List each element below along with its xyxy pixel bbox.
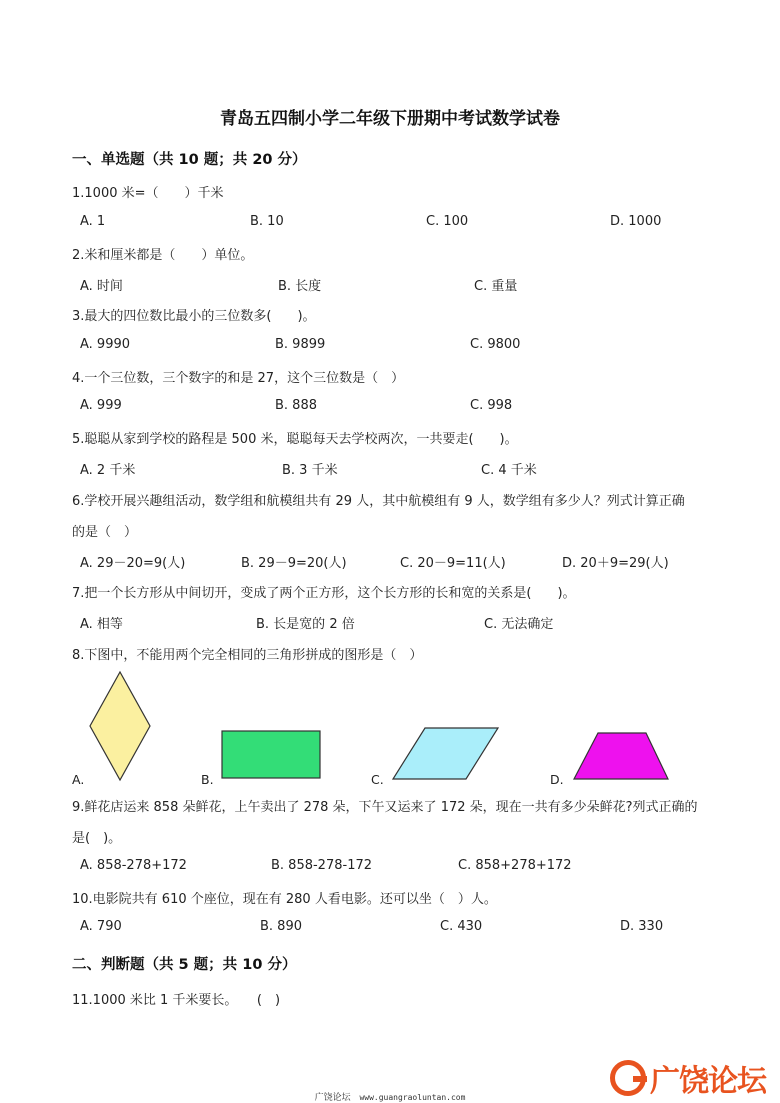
q6-option-d[interactable]: D. 20＋9=29(人) <box>562 556 669 571</box>
logo-g-icon <box>610 1060 646 1096</box>
parallelogram-shape[interactable] <box>393 728 498 779</box>
question-2: 2.米和厘米都是（ ）单位。 <box>72 248 254 263</box>
question-4: 4.一个三位数，三个数字的和是 27，这个三位数是（ ） <box>72 371 405 386</box>
question-6-continued: 的是（ ） <box>72 525 138 540</box>
footer-site-name: 广饶论坛 <box>314 1093 351 1103</box>
watermark-logo <box>610 1058 766 1098</box>
footer-url[interactable]: www.guangraoluntan.com <box>359 1093 466 1102</box>
q2-option-b[interactable]: B. 长度 <box>278 279 322 294</box>
question-6: 6.学校开展兴趣组活动，数学组和航模组共有 29 人，其中航模组有 9 人，数学组有多少人？列式计算正确 <box>72 494 685 509</box>
question-1: 1.1000 米=（ ）千米 <box>72 186 224 201</box>
q6-option-a[interactable]: A. 29－20=9(人) <box>80 556 186 571</box>
q5-option-c[interactable]: C. 4 千米 <box>481 463 537 478</box>
trapezoid-shape[interactable] <box>574 733 668 779</box>
q8-shapes-figure <box>0 660 780 790</box>
q10-option-b[interactable]: B. 890 <box>260 919 302 934</box>
q6-option-c[interactable]: C. 20－9=11(人) <box>400 556 506 571</box>
q10-option-c[interactable]: C. 430 <box>440 919 483 934</box>
q7-option-c[interactable]: C. 无法确定 <box>484 617 554 632</box>
q8-label-a[interactable]: A. <box>72 772 85 787</box>
q9-option-c[interactable]: C. 858+278+172 <box>458 858 572 873</box>
q7-option-a[interactable]: A. 相等 <box>80 617 123 632</box>
q1-option-c[interactable]: C. 100 <box>426 214 469 229</box>
q4-option-c[interactable]: C. 998 <box>470 398 513 413</box>
logo-text: 广饶论坛 <box>650 1064 766 1099</box>
q1-option-b[interactable]: B. 10 <box>250 214 284 229</box>
question-9-continued: 是( )。 <box>72 831 122 846</box>
q2-option-a[interactable]: A. 时间 <box>80 279 123 294</box>
q3-option-b[interactable]: B. 9899 <box>275 337 326 352</box>
q8-label-c[interactable]: C. <box>371 772 384 787</box>
q5-option-a[interactable]: A. 2 千米 <box>80 463 136 478</box>
q6-option-b[interactable]: B. 29－9=20(人) <box>241 556 347 571</box>
q9-option-b[interactable]: B. 858-278-172 <box>271 858 373 873</box>
section-heading-true-false: 二、判断题（共 5 题；共 10 分） <box>72 957 297 973</box>
q1-option-a[interactable]: A. 1 <box>80 214 106 229</box>
rhombus-shape[interactable] <box>90 672 150 780</box>
question-7: 7.把一个长方形从中间切开，变成了两个正方形，这个长方形的长和宽的关系是( )。 <box>72 586 576 601</box>
q5-option-b[interactable]: B. 3 千米 <box>282 463 338 478</box>
q4-option-a[interactable]: A. 999 <box>80 398 122 413</box>
q1-option-d[interactable]: D. 1000 <box>610 214 662 229</box>
question-3: 3.最大的四位数比最小的三位数多( )。 <box>72 309 316 324</box>
q8-label-b[interactable]: B. <box>201 772 214 787</box>
question-11: 11.1000 米比 1 千米要长。 ( ) <box>72 993 281 1008</box>
question-5: 5.聪聪从家到学校的路程是 500 米，聪聪每天去学校两次，一共要走( )。 <box>72 432 518 447</box>
q9-option-a[interactable]: A. 858-278+172 <box>80 858 187 873</box>
q3-option-a[interactable]: A. 9990 <box>80 337 131 352</box>
question-10: 10.电影院共有 610 个座位，现在有 280 人看电影。还可以坐（ ）人。 <box>72 892 497 907</box>
question-8: 8.下图中，不能用两个完全相同的三角形拼成的图形是（ ） <box>72 648 423 663</box>
q10-option-d[interactable]: D. 330 <box>620 919 664 934</box>
page-title: 青岛五四制小学二年级下册期中考试数学试卷 <box>220 109 560 129</box>
q2-option-c[interactable]: C. 重量 <box>474 279 518 294</box>
q10-option-a[interactable]: A. 790 <box>80 919 122 934</box>
q8-label-d[interactable]: D. <box>550 772 564 787</box>
question-9: 9.鲜花店运来 858 朵鲜花，上午卖出了 278 朵，下午又运来了 172 朵，现在一共有多少朵鲜花?列式正确的 <box>72 800 698 815</box>
q7-option-b[interactable]: B. 长是宽的 2 倍 <box>256 617 355 632</box>
rectangle-shape[interactable] <box>222 731 320 778</box>
section-heading-single-choice: 一、单选题（共 10 题；共 20 分） <box>72 152 307 168</box>
q4-option-b[interactable]: B. 888 <box>275 398 317 413</box>
q3-option-c[interactable]: C. 9800 <box>470 337 521 352</box>
